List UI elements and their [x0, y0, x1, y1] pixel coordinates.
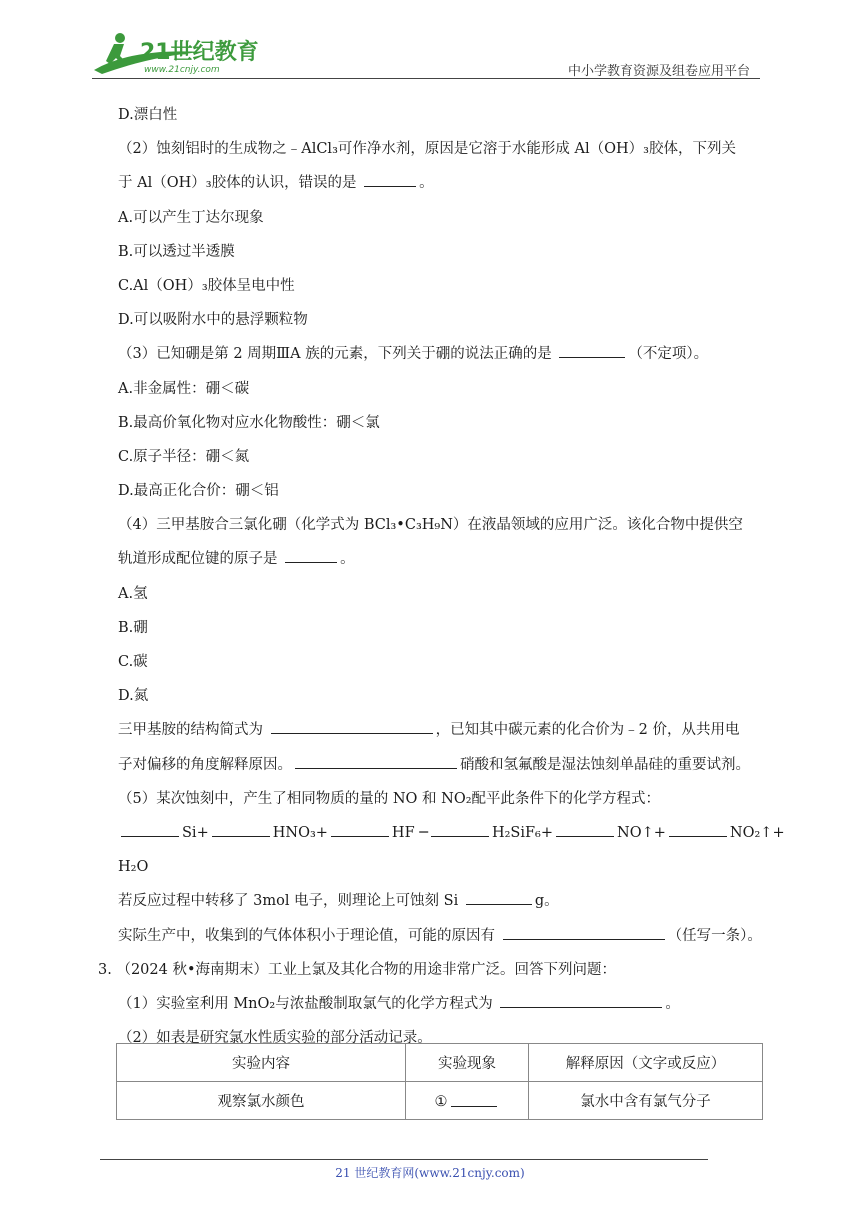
table-cell	[406, 1082, 529, 1120]
table-cell: 观察氯水颜色	[117, 1082, 406, 1120]
option-a: A.氢	[118, 585, 148, 602]
equation-water: H₂O	[118, 859, 149, 876]
footer-divider	[100, 1159, 708, 1160]
answer-blank[interactable]	[503, 923, 665, 939]
q3-part2: （2）如表是研究氯水性质实验的部分活动记录。	[118, 1030, 432, 1047]
coefficient-blank[interactable]	[212, 821, 270, 837]
option-b: B.硼	[118, 619, 148, 636]
q3-part1: （1）实验室利用 MnO₂与浓盐酸制取氯气的化学方程式为 。	[118, 987, 768, 1021]
footer-link[interactable]: 21 世纪教育网(www.21cnjy.com)	[335, 1166, 525, 1180]
option-b: B.可以透过半透膜	[118, 243, 235, 260]
table-header: 解释原因（文字或反应）	[529, 1044, 763, 1082]
svg-text:www.21cnjy.com: www.21cnjy.com	[144, 65, 220, 75]
coefficient-blank[interactable]	[556, 821, 614, 837]
q2-stem-line2: 于 Al（OH）₃胶体的认识，错误的是 。	[118, 166, 768, 200]
option-c: C.Al（OH）₃胶体呈电中性	[118, 277, 295, 294]
experiment-table	[116, 1043, 763, 1120]
table-header: 实验现象	[406, 1044, 529, 1082]
answer-blank[interactable]	[295, 752, 457, 768]
gas-volume-question: 实际生产中，收集到的气体体积小于理论值，可能的原因有 （任写一条）。	[118, 919, 768, 953]
answer-blank[interactable]	[500, 992, 662, 1008]
q3-stem: （3）已知硼是第 2 周期ⅢA 族的元素，下列关于硼的说法正确的是 （不定项）。	[118, 337, 768, 371]
q5-stem: （5）某次蚀刻中，产生了相同物质的量的 NO 和 NO₂配平此条件下的化学方程式：	[118, 790, 661, 807]
page-header	[92, 30, 760, 78]
table-cell: 氯水中含有氯气分子	[529, 1082, 763, 1120]
answer-blank[interactable]	[364, 171, 416, 187]
q2-stem-line1: （2）蚀刻铝时的生成物之﹣AlCl₃可作净水剂，原因是它溶于水能形成 Al（OH）₃胶体，下列关	[118, 141, 736, 158]
table-row	[117, 1082, 763, 1120]
logo-21cnjy	[92, 30, 262, 76]
option-b: B.最高价氧化物对应水化物酸性：硼＜氯	[118, 414, 380, 431]
option-c: C.原子半径：硼＜氮	[118, 448, 250, 465]
coefficient-blank[interactable]	[669, 821, 727, 837]
question-number: 3.	[98, 961, 112, 978]
option-d: D.最高正化合价：硼＜铝	[118, 483, 279, 500]
q4-stem-line2: 轨道形成配位键的原子是 。	[118, 542, 768, 576]
electron-transfer-question: 若反应过程中转移了 3mol 电子，则理论上可蚀刻 Si g。	[118, 884, 768, 918]
answer-blank[interactable]	[285, 547, 337, 563]
q4-stem-line1: （4）三甲基胺合三氯化硼（化学式为 BCl₃•C₃H₉N）在液晶领域的应用广泛。该化合物中提供空	[118, 517, 743, 534]
option-d-bleach: D.漂白性	[118, 107, 178, 123]
answer-blank[interactable]	[271, 718, 433, 734]
question-3-title: 3. （2024 秋•海南期末）工业上氯及其化合物的用途非常广泛。回答下列问题：	[98, 961, 617, 978]
svg-text:21世纪教育: 21世纪教育	[140, 40, 259, 65]
document-body	[98, 98, 785, 1055]
coefficient-blank[interactable]	[331, 821, 389, 837]
answer-blank[interactable]	[559, 342, 625, 358]
circled-number: ①	[434, 1094, 448, 1111]
balancing-equation: Si+ HNO₃+ HF ─ H₂SiF₆+ NO↑+ NO₂↑+	[118, 816, 768, 850]
option-c: C.碳	[118, 654, 148, 670]
option-d: D.可以吸附水中的悬浮颗粒物	[118, 312, 308, 329]
table-header: 实验内容	[117, 1044, 406, 1082]
option-a: A.非金属性：硼＜碳	[118, 380, 250, 397]
answer-blank[interactable]	[466, 889, 532, 905]
table-header-row	[117, 1044, 763, 1082]
option-d: D.氮	[118, 688, 149, 705]
trimethylamine-question-line2: 子对偏移的角度解释原因。 硝酸和氢氟酸是湿法蚀刻单晶硅的重要试剂。	[118, 748, 768, 782]
header-divider	[92, 78, 760, 79]
option-a: A.可以产生丁达尔现象	[118, 209, 264, 226]
platform-name: 中小学教育资源及组卷应用平台	[567, 64, 750, 79]
coefficient-blank[interactable]	[121, 821, 179, 837]
coefficient-blank[interactable]	[431, 821, 489, 837]
answer-blank[interactable]	[451, 1090, 497, 1106]
trimethylamine-question: 三甲基胺的结构简式为 ，已知其中碳元素的化合价为﹣2 价，从共用电	[118, 713, 768, 747]
